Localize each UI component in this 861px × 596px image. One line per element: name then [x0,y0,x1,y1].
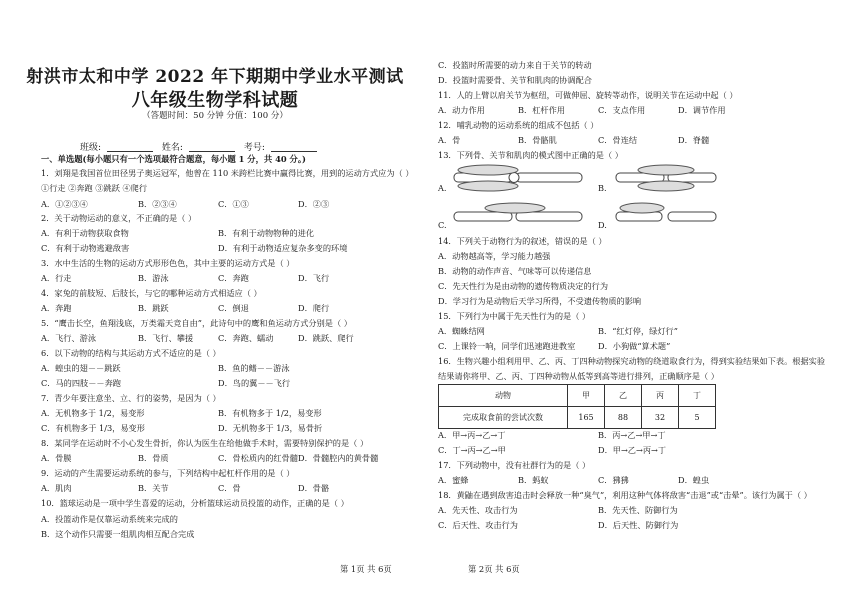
q2-option-c: C．有利于动物逃避敌害 [41,243,130,253]
q1-option-d: D．②③ [298,199,330,209]
name-blank[interactable] [189,143,235,152]
q11-option-a: A．动力作用 [438,105,485,115]
q5-option-c: C．奔跑、蠕动 [218,333,274,343]
q6-option-b: B．鱼的鳍－－游泳 [218,363,290,373]
q7-option-b: B．有机物多于 1/2，易变形 [218,408,322,418]
q12-option-a: A．骨 [438,135,461,145]
q3-option-b: B．游泳 [138,273,169,283]
q9-option-d: D．骨骼 [298,483,330,493]
q6-option-a: A．蝗虫的翅－－跳跃 [41,363,121,373]
q2-option-b: B．有利于动物物种的进化 [218,228,315,238]
q8-option-a: A．骨膜 [41,453,72,463]
q13-label-a: A. [438,183,447,193]
q11-option-d: D．调节作用 [678,105,726,115]
q17-option-d: D．蝗虫 [678,475,710,485]
table-header-cell: 丁 [679,385,716,407]
q6-option-d: D．鸟的翼－－飞行 [218,378,291,388]
q2-option-a: A．有利于动物获取食物 [41,228,129,238]
question-3: 3．水中生活的生物的运动方式形形色色，其中主要的运动方式是（ ） [41,258,295,268]
question-8: 8．某同学在运动时不小心发生骨折，你认为医生在给他做手术时，需要特别保护的是（ ） [41,438,369,448]
table-header-cell: 丙 [642,385,679,407]
q13-diagram-b-bone-muscle-icon [612,163,722,193]
q16-option-c: C．丁→丙→乙→甲 [438,445,506,455]
number-blank[interactable] [271,143,317,152]
q10-option-b: B．这个动作只需要一组肌肉相互配合完成 [41,529,195,539]
question-4: 4．家兔的前肢短、后肢长，与它的哪种运动方式相适应（ ） [41,288,262,298]
question-7: 7．青少年要注意坐、立、行的姿势，是因为（ ） [41,393,221,403]
q8-option-c: C．骨松质内的红骨髓 [218,453,298,463]
question-16: 16．生物兴趣小组利用甲、乙、丙、丁四种动物探究动物的绕道取食行为，得到实验结果如下表。根据实验 [438,356,826,366]
q13-diagram-a-bone-muscle-icon [450,163,590,193]
q9-option-c: C．骨 [218,483,241,493]
q17-option-c: C．狒狒 [598,475,629,485]
q11-option-c: C．支点作用 [598,105,646,115]
left-page [0,0,430,596]
q13-diagram-d-bone-muscle-icon [612,200,722,230]
question-1: 1．刘翔是我国首位田径男子奥运冠军，他曾在 110 米跨栏比赛中赢得比赛，用到的运动方式应为（ ） [41,168,414,178]
q12-option-c: C．骨连结 [598,135,638,145]
table-header-cell: 动物 [439,385,568,407]
q14-option-a: A．动物越高等，学习能力越强 [438,251,551,261]
q13-label-b: B. [598,183,607,193]
q9-option-a: A．肌肉 [41,483,72,493]
q5-option-b: B．飞行、攀援 [138,333,194,343]
class-blank[interactable] [107,143,153,152]
q4-option-b: B．跳跃 [138,303,169,313]
page-footer-2: 第 2页 共 6页 [468,564,520,574]
q8-option-d: D．骨髓腔内的黄骨髓 [298,453,379,463]
q6-option-c: C．马的四肢－－奔跑 [41,378,121,388]
q1-option-c: C．①③ [218,199,249,209]
table-cell: 32 [642,407,679,429]
student-info [80,140,323,153]
q10-option-a: A．投篮动作是仅靠运动系统来完成的 [41,514,178,524]
question-15: 15．下列行为中属于先天性行为的是（ ） [438,311,591,321]
question-18: 18．黄鼬在遇到敌害追击时会释放一种“臭气”，利用这种气体将敌害“击退”或“击晕”。该行为属于（ ） [438,490,812,500]
q16-option-d: D．甲→乙→丙→丁 [598,445,667,455]
table-header-cell: 乙 [605,385,642,407]
q1-option-a: A．①②③④ [41,199,88,209]
exam-subtitle: 八年级生物学科试题 [131,90,299,111]
q18-option-c: C．后天性、攻击行为 [438,520,518,530]
question-2: 2．关于动物运动的意义，不正确的是（ ） [41,213,197,223]
table-cell: 88 [605,407,642,429]
q16-option-a: A．甲→丙→乙→丁 [438,430,506,440]
question-12: 12．哺乳动物的运动系统的组成不包括（ ） [438,120,599,130]
q11-option-b: B．杠杆作用 [518,105,565,115]
q9-option-b: B．关节 [138,483,169,493]
q18-option-d: D．后天性、防御行为 [598,520,679,530]
q7-option-d: D．无机物多于 1/3，易骨折 [218,423,323,433]
q7-option-a: A．无机物多于 1/2，易变形 [41,408,145,418]
q17-option-a: A．蜜蜂 [438,475,469,485]
q14-option-b: B．动物的动作声音、气味等可以传递信息 [438,266,592,276]
q1-option-b: B．②③④ [138,199,177,209]
question-6: 6．以下动物的结构与其运动方式不适应的是（ ） [41,348,221,358]
class-label: 班级: [80,143,102,153]
question-14: 14．下列关于动物行为的叙述，错误的是（ ） [438,236,607,246]
q17-option-b: B．蚂蚁 [518,475,549,485]
q10-option-d: D．投篮时需要骨、关节和肌肉的协调配合 [438,75,592,85]
q16-option-b: B．丙→乙→甲→丁 [598,430,666,440]
q14-option-c: C．先天性行为是由动物的遗传物质决定的行为 [438,281,609,291]
exam-meta: （答题时间：50 分钟 分值：100 分） [142,111,288,121]
q3-option-d: D．飞行 [298,273,330,283]
question-10: 10．篮球运动是一项中学生喜爱的运动，分析篮球运动员投篮的动作，正确的是（ ） [41,498,349,508]
q12-option-b: B．骨骼肌 [518,135,557,145]
q3-option-c: C．奔跑 [218,273,249,283]
q13-diagram-c-bone-muscle-icon [450,200,590,230]
question-9: 9．运动的产生需要运动系统的参与，下列结构中起杠杆作用的是（ ） [41,468,295,478]
section-heading: 一、单选题(每小题只有一个选项最符合题意，每小题 1 分，共 40 分。) [41,154,306,164]
q15-option-a: A．蜘蛛结网 [438,326,485,336]
q13-label-d: D. [598,220,607,230]
q4-option-c: C．倒退 [218,303,249,313]
q4-option-a: A．奔跑 [41,303,72,313]
table-header-cell: 甲 [568,385,605,407]
page-footer-1: 第 1页 共 6页 [340,564,392,574]
table-cell: 5 [679,407,716,429]
number-label: 考号: [243,143,265,153]
q2-option-d: D．有利于动物适应复杂多变的环境 [218,243,348,253]
table-header-row [439,385,716,407]
q15-option-d: D．小狗做“算术题” [598,341,671,351]
q12-option-d: D．脊髓 [678,135,710,145]
q4-option-d: D．爬行 [298,303,330,313]
table-row-label: 完成取食前的尝试次数 [439,407,568,429]
question-5: 5．“鹰击长空，鱼翔浅底，万类霜天竞自由”，此诗句中的鹰和鱼运动方式分别是（ ） [41,318,352,328]
q8-option-b: B．骨质 [138,453,169,463]
q14-option-d: D．学习行为是动物后天学习所得，不受遗传物质的影响 [438,296,642,306]
question-17: 17．下列动物中，没有社群行为的是（ ） [438,460,591,470]
table-cell: 165 [568,407,605,429]
exam-title: 射洪市太和中学 2022 年下期期中学业水平测试 [26,67,404,87]
q18-option-a: A．先天性、攻击行为 [438,505,518,515]
experiment-table [438,384,716,429]
q13-label-c: C. [438,220,447,230]
question-13: 13．下列骨、关节和肌肉的模式图中正确的是（ ） [438,150,623,160]
table-row [439,407,716,429]
question-11: 11．人的上臂以肩关节为枢纽，可做伸屈、旋转等动作，说明关节在运动中起（ ） [438,90,738,100]
q7-option-c: C．有机物多于 1/3，易变形 [41,423,145,433]
q3-option-a: A．行走 [41,273,72,283]
name-label: 姓名: [161,143,183,153]
q10-option-c: C．投篮时所需要的动力来自于关节的转动 [438,60,592,70]
q15-option-c: C．上课铃一响，同学们迅速跑进教室 [438,341,576,351]
question-16-cont: 结果请你将甲、乙、丙、丁四种动物从低等到高等进行排列，正确顺序是（ ） [438,371,719,381]
q15-option-b: B．“红灯停，绿灯行” [598,326,678,336]
q5-option-d: D．跳跃、爬行 [298,333,354,343]
question-1-sub: ①行走 ②奔跑 ③跳跃 ④爬行 [41,183,148,193]
q18-option-b: B．先天性、防御行为 [598,505,678,515]
q5-option-a: A．飞行、游泳 [41,333,97,343]
